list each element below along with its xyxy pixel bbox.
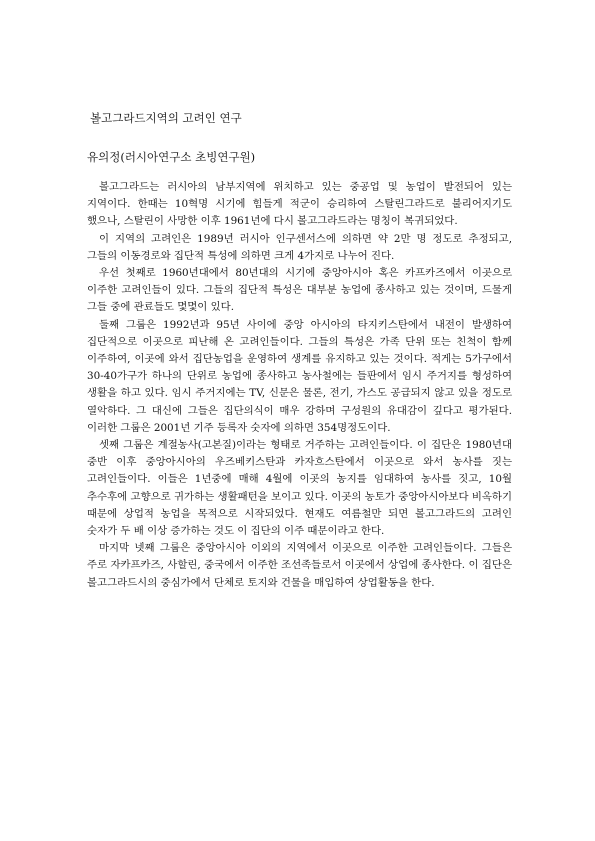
paragraph: 둘째 그룹은 1992년과 95년 사이에 중앙 아시아의 타지키스탄에서 내전이 발생하여 집단적으로 이곳으로 피난해 온 고려인들이다. 그들의 특성은 가족 단위 또는 친척이 함께 이주하여, 이곳에 와서 집단농업을 운영하여 생계를 유지하고 있는 것이다. 적게는 5가구에서 30-40가구가 하나의 단위로 농업에 종사하고 농사철에는 들판에서 임시 주거지를 형성하여 생활을 하고 있다. 임시 주거지에는 TV, 신문은 물론, 전기, 가스도 공급되지 않고 있을 정도로 열악하다. 그 대신에 그들은 집단의식이 매우 강하며 구성원의 유대감이 깊다고 평가된다. 이러한 그룹은 2001년 기주 등록자 숫자에 의하면 354명정도이다. (87, 318, 512, 434)
paragraph: 셋째 그룹은 계절농사(고본질)이라는 형태로 거주하는 고려인들이다. 이 집단은 1980년대 중반 이후 중앙아시아의 우즈베키스탄과 카자흐스탄에서 이곳으로 와서 농사를 짓는 고려인들이다. 이들은 1년중에 매해 4월에 이곳의 농지를 임대하여 농사를 짓고, 10월 추수후에 고향으로 귀가하는 생활패턴을 보이고 있다. 이곳의 농토가 중앙아시아보다 비옥하기 때문에 상업적 농업을 목적으로 시작되었다. 현재도 여름철만 되면 볼고그라드의 고려인 숫자가 두 배 이상 증가하는 것도 이 집단의 이주 때문이라고 한다. (87, 439, 512, 538)
author-line: 유의정(러시아연구소 초빙연구원) (87, 150, 256, 164)
paragraph: 볼고그라드는 러시아의 남부지역에 위치하고 있는 중공업 및 농업이 발전되어 있는 지역이다. 한때는 10혁명 시기에 힘들게 적군이 승리하여 스탈린그라드로 불리어지기도 했으나, 스탈린이 사망한 이후 1961년에 다시 볼고그라드라는 명칭이 복귀되었다. (87, 181, 512, 228)
document-body (87, 179, 512, 592)
paragraph: 우선 첫째로 1960년대에서 80년대의 시기에 중앙아시아 혹은 카프카즈에서 이곳으로 이주한 고려인들이 있다. 그들의 집단적 특성은 대부분 농업에 종사하고 있는 것이며, 드물게 그들 중에 관료들도 몇몇이 있다. (87, 267, 512, 314)
paragraph: 이 지역의 고려인은 1989년 러시아 인구센서스에 의하면 약 2만 명 정도로 추정되고, 그들의 이동경로와 집단적 특성에 의하면 크게 4가지로 나누어 진다. (87, 232, 512, 262)
document-title: 볼고그라드지역의 고려인 연구 (90, 111, 242, 125)
paragraph: 마지막 넷째 그룹은 중앙아시아 이외의 지역에서 이곳으로 이주한 고려인들이다. 그들은 주로 자카프카즈, 사할린, 중국에서 이주한 조선족들로서 이곳에서 상업에 종사한다. 이 집단은 볼고그라드시의 중심가에서 단체로 토지와 건물을 매입하여 상업활동을 한다. (87, 542, 512, 589)
